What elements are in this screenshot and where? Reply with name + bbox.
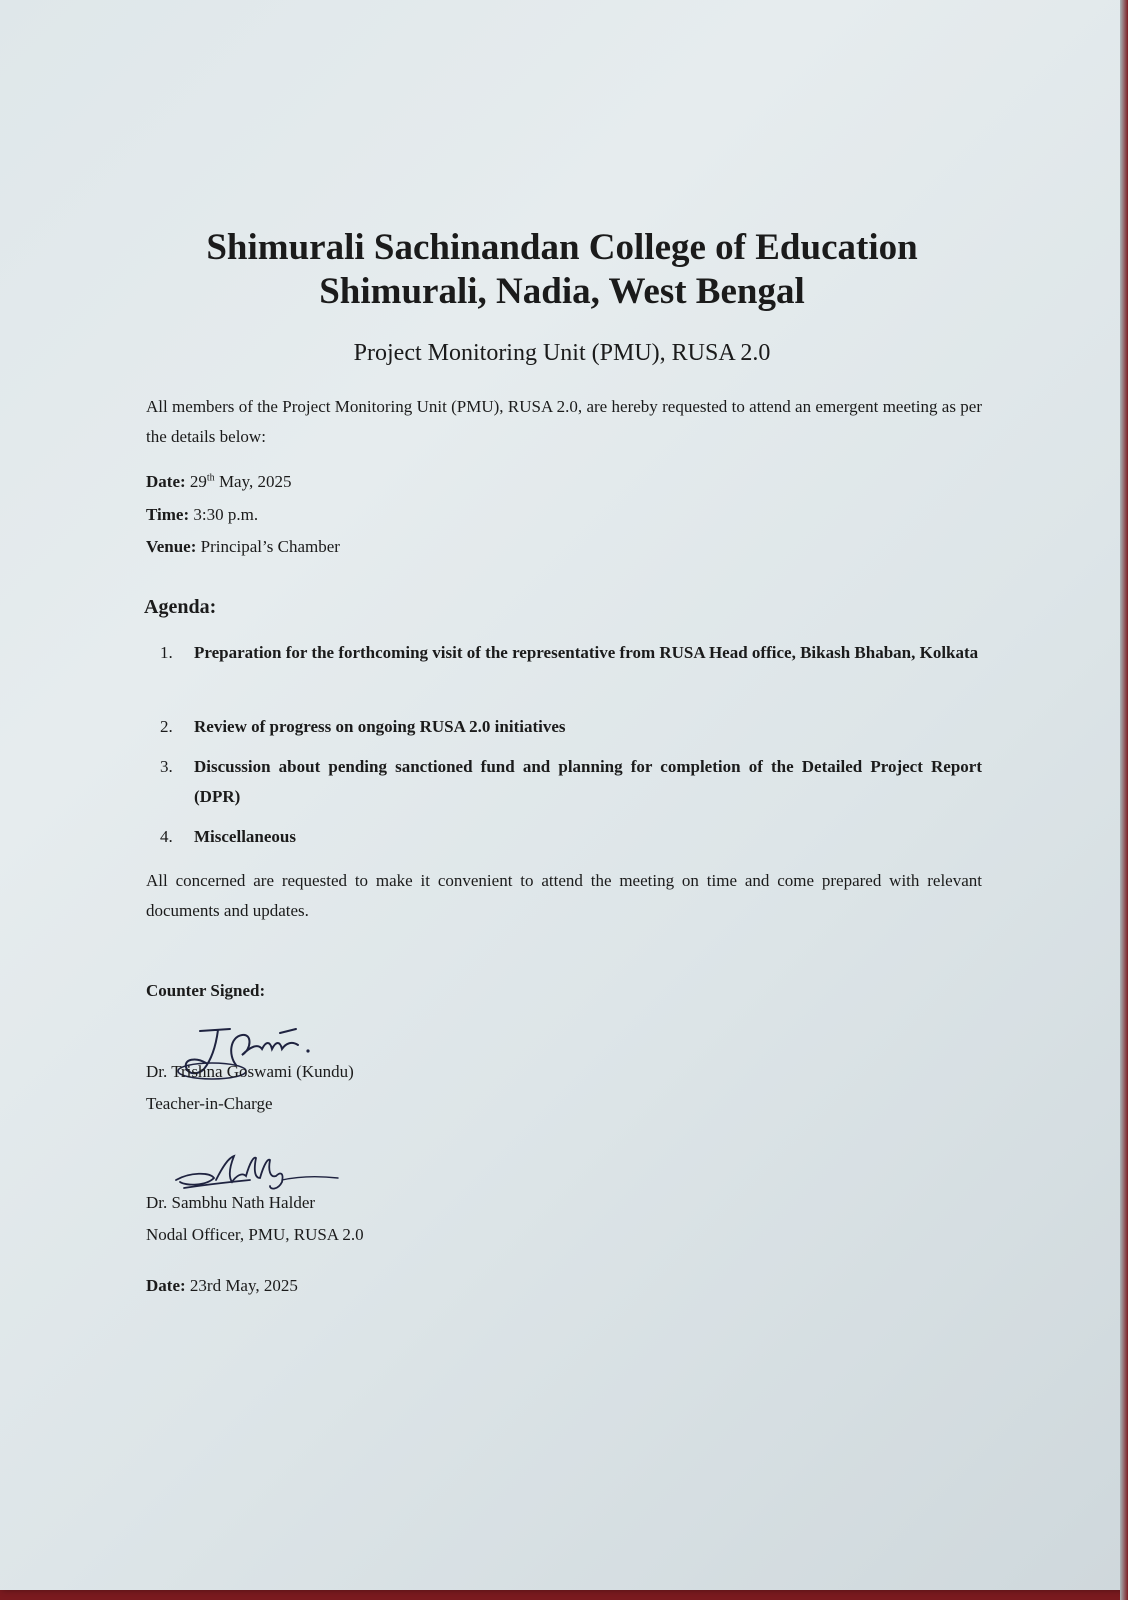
- agenda-item-number: 1.: [160, 643, 173, 662]
- meeting-venue-value: Principal’s Chamber: [196, 537, 340, 556]
- meeting-date-day: 29: [189, 472, 207, 491]
- agenda-item: [160, 822, 982, 852]
- unit-title: Project Monitoring Unit (PMU), RUSA 2.0: [353, 340, 771, 366]
- college-location: Shimurali, Nadia, West Bengal: [319, 271, 805, 312]
- agenda-item-text: Miscellaneous: [194, 827, 296, 846]
- meeting-time-value: 3:30 p.m.: [189, 505, 259, 524]
- agenda-item-number: 4.: [160, 827, 173, 846]
- signer-2-role: Nodal Officer, PMU, RUSA 2.0: [146, 1225, 364, 1244]
- paper-edge: [1120, 0, 1128, 1600]
- signer-1-name: Dr. Trishna Goswami (Kundu): [146, 1062, 354, 1081]
- college-name: Shimurali Sachinandan College of Education: [206, 227, 918, 268]
- counter-signed-label: Counter Signed:: [146, 981, 266, 1000]
- closing-paragraph: All concerned are requested to make it convenient to attend the meeting on time and come prepared with relevant documents and updates.: [146, 871, 982, 920]
- agenda-item-number: 3.: [160, 757, 173, 776]
- meeting-date-suffix: th: [206, 472, 215, 484]
- agenda-title: Agenda:: [144, 596, 217, 618]
- signer-2-name: Dr. Sambhu Nath Halder: [146, 1193, 316, 1212]
- meeting-date-label: Date:: [146, 472, 186, 491]
- meeting-time: [146, 505, 258, 525]
- issue-date-value: 23rd May, 2025: [185, 1276, 298, 1295]
- intro-paragraph: All members of the Project Monitoring Unit (PMU), RUSA 2.0, are hereby requested to attend an emergent meeting as per the details below:: [146, 397, 982, 446]
- agenda-item-text: Discussion about pending sanctioned fund and planning for completion of the Detailed Project Report (DPR): [194, 757, 982, 806]
- signer-1-role: Teacher-in-Charge: [146, 1094, 273, 1113]
- agenda-item: [160, 712, 982, 742]
- issue-date-label: Date:: [146, 1276, 186, 1295]
- agenda-item: [160, 752, 982, 812]
- issue-date: [146, 1276, 298, 1296]
- meeting-time-label: Time:: [146, 505, 190, 524]
- agenda-item-text: Preparation for the forthcoming visit of the representative from RUSA Head office, Bikash Bhaban, Kolkata: [194, 643, 979, 662]
- agenda-item: [160, 638, 982, 668]
- meeting-venue-label: Venue:: [146, 537, 197, 556]
- agenda-item-text: Review of progress on ongoing RUSA 2.0 initiatives: [194, 717, 566, 736]
- signature-2: [170, 1150, 340, 1195]
- meeting-date-rest: May, 2025: [214, 472, 292, 491]
- agenda-item-number: 2.: [160, 717, 173, 736]
- meeting-date: [146, 472, 292, 492]
- meeting-venue: [146, 537, 340, 557]
